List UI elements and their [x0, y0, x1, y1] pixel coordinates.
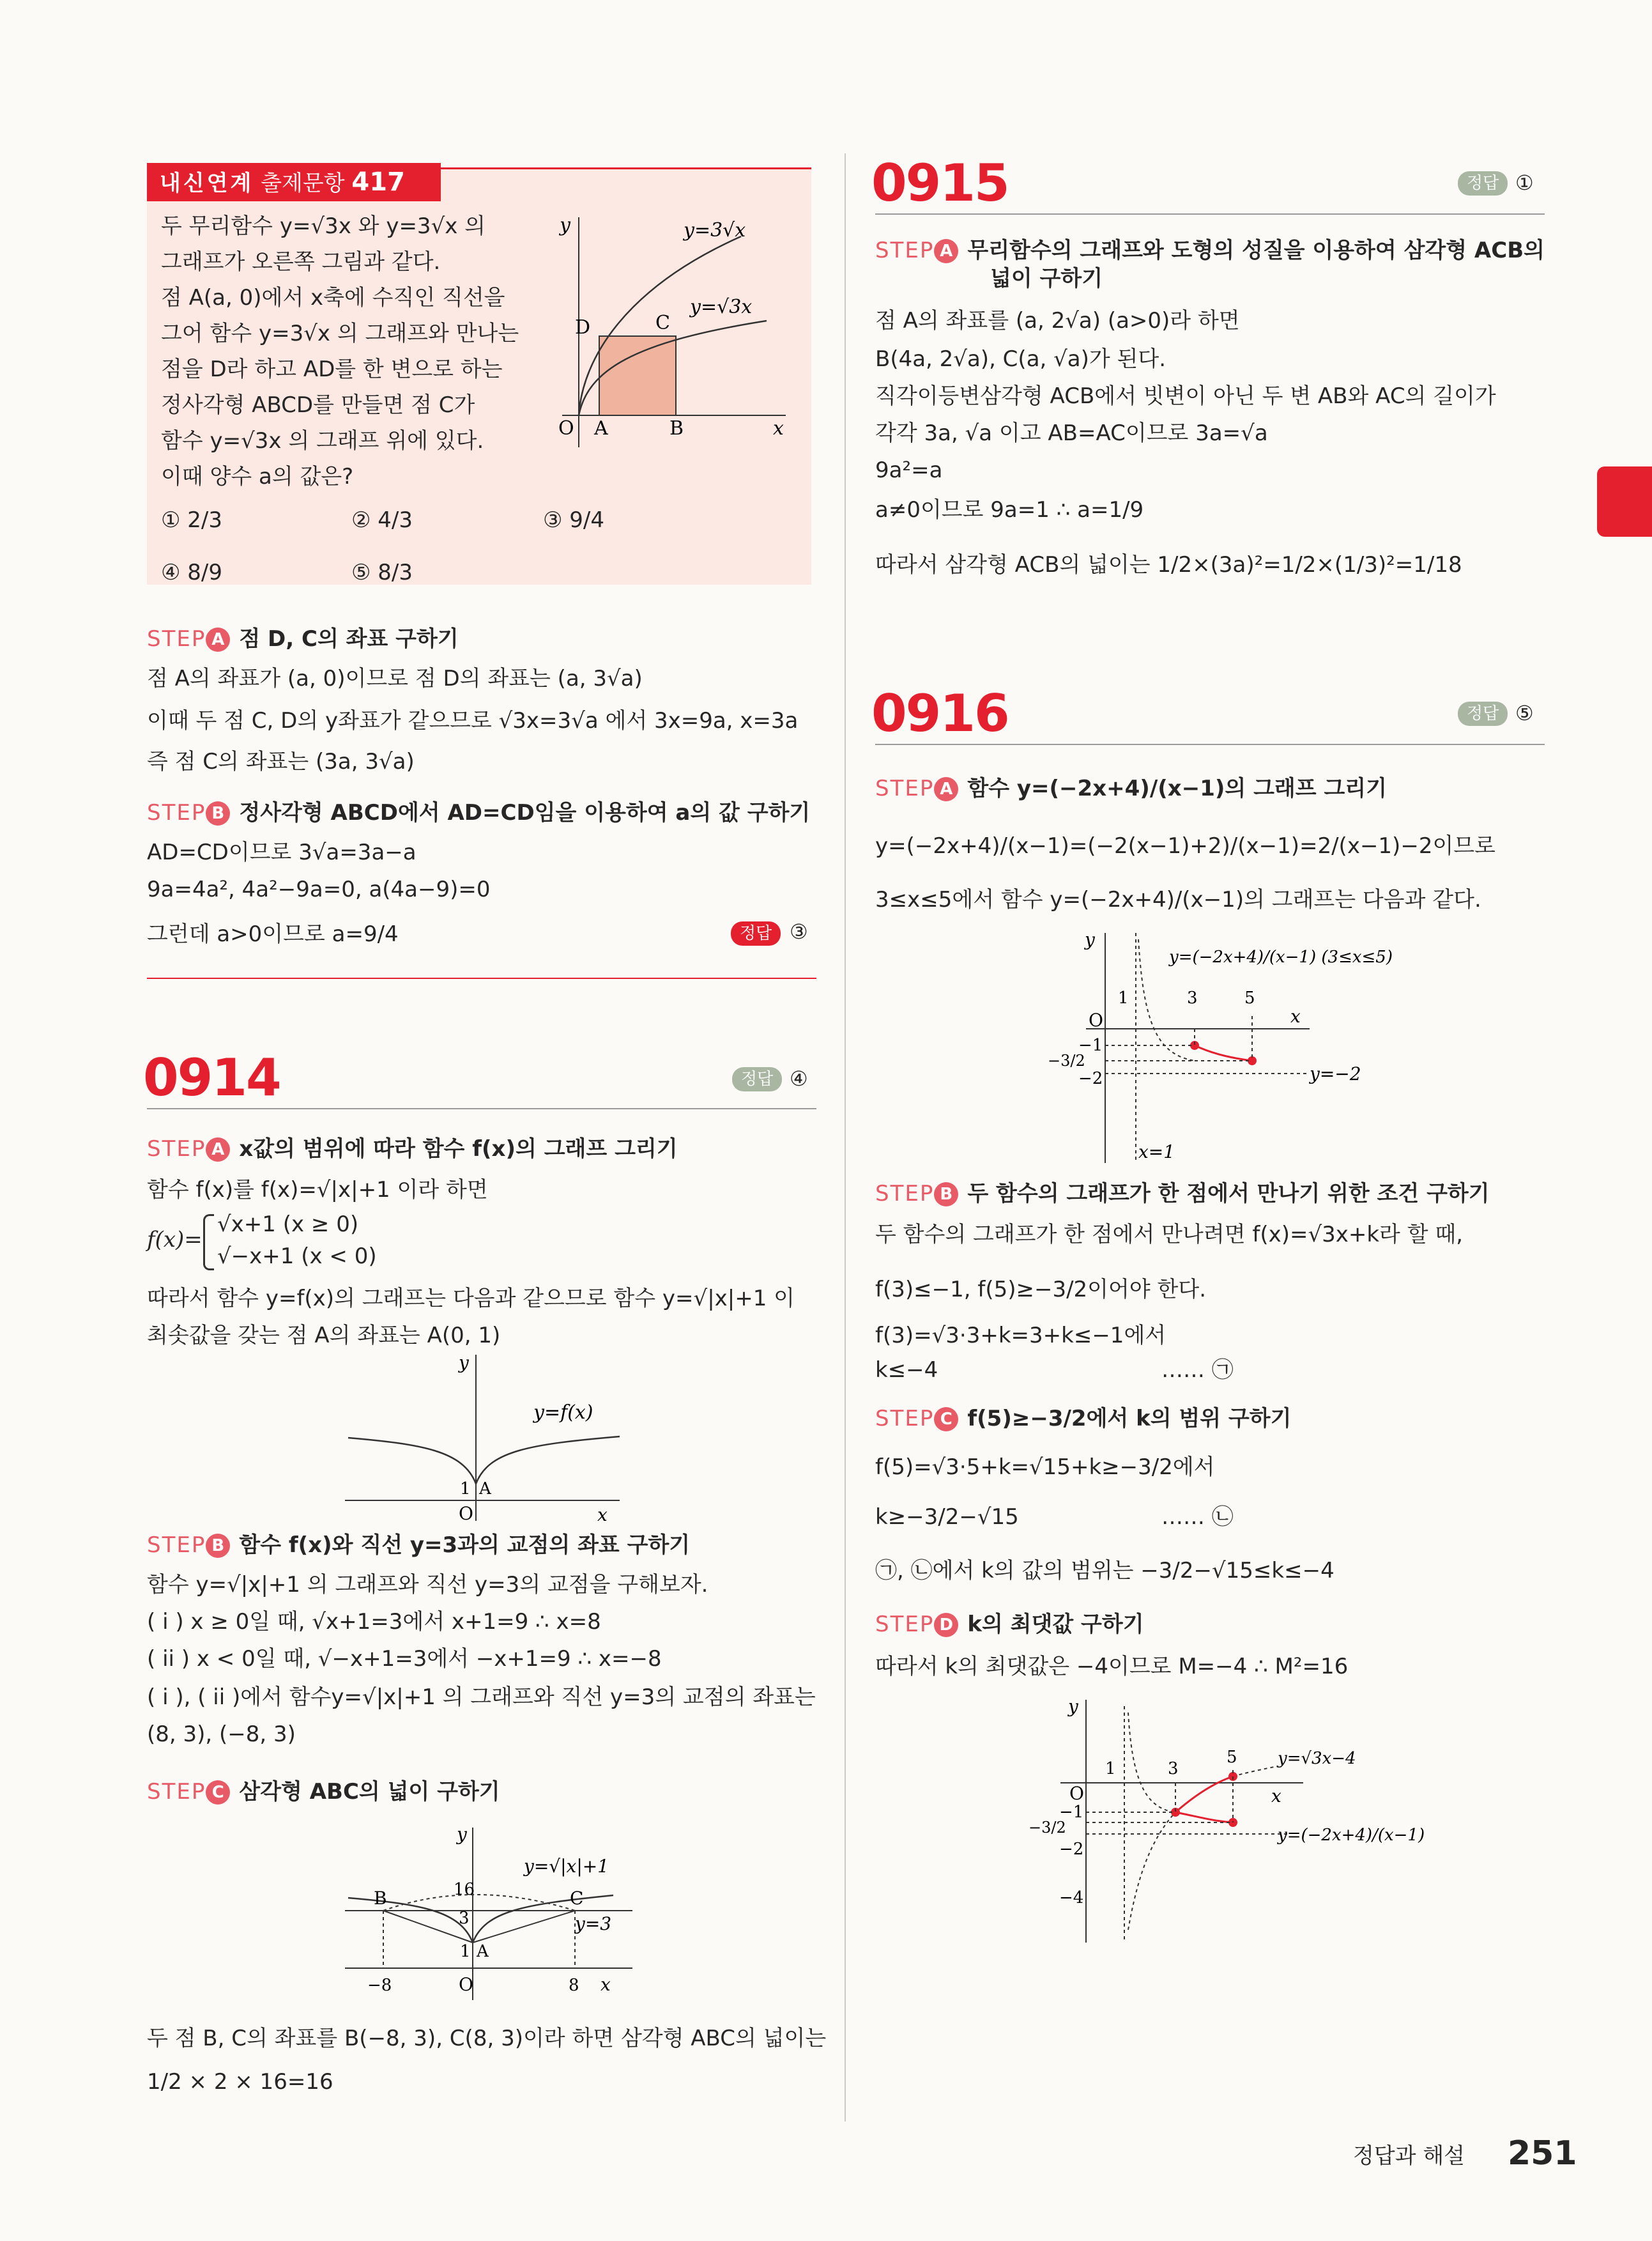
solution-line: f(3)=√3·3+k=3+k≤−1에서	[875, 1323, 1166, 1348]
choice-5: ⑤ 8/3	[351, 560, 413, 585]
step-title: k의 최댓값 구하기	[967, 1612, 1144, 1637]
solution-line: 함수 y=√|x|+1 의 그래프와 직선 y=3의 교점을 구해보자.	[147, 1572, 708, 1598]
svg-text:−2: −2	[1078, 1069, 1103, 1088]
step-title: 삼각형 ABC의 넓이 구하기	[239, 1779, 500, 1805]
solution-line: 이때 두 점 C, D의 y좌표가 같으므로 √3x=3√a 에서 3x=9a, x=3a	[147, 708, 799, 734]
choice-3: ③ 9/4	[543, 507, 605, 533]
solution-line: 점 A의 좌표가 (a, 0)이므로 점 D의 좌표는 (a, 3√a)	[147, 666, 643, 691]
solution-line: 점 A의 좌표를 (a, 2√a) (a>0)라 하면	[875, 308, 1240, 334]
svg-text:3: 3	[1168, 1759, 1179, 1778]
svg-text:O: O	[1069, 1783, 1084, 1804]
piecewise-case: √−x+1 (x < 0)	[217, 1244, 377, 1269]
problem-number-0914: 0914	[143, 1048, 280, 1107]
answer-number: ⑤	[1515, 701, 1534, 725]
step-title: 함수 y=(−2x+4)/(x−1)의 그래프 그리기	[967, 776, 1387, 801]
svg-text:1: 1	[460, 1942, 471, 1961]
svg-text:x: x	[597, 1504, 608, 1525]
graph-origin: O	[558, 417, 574, 440]
solution-line: 9a²=a	[875, 458, 943, 483]
svg-text:3: 3	[1187, 989, 1198, 1008]
graph-fx	[345, 1348, 626, 1527]
piecewise-label: f(x)=	[147, 1227, 203, 1252]
piecewise-case: √x+1 (x ≥ 0)	[217, 1212, 359, 1237]
solution-line: 따라서 함수 y=f(x)의 그래프는 다음과 같으므로 함수 y=√|x|+1 이	[147, 1286, 795, 1311]
svg-text:y=√3x−4: y=√3x−4	[1278, 1749, 1356, 1768]
graph-curve2-label: y=√3x	[690, 296, 753, 318]
solution-line: 두 함수의 그래프가 한 점에서 만나려면 f(x)=√3x+k라 할 때,	[875, 1222, 1464, 1247]
svg-text:x: x	[600, 1974, 611, 1995]
svg-text:y=f(x): y=f(x)	[533, 1401, 593, 1424]
step-title: x값의 범위에 따라 함수 f(x)의 그래프 그리기	[239, 1136, 678, 1162]
footer-label: 정답과 해설	[1353, 2143, 1465, 2169]
svg-text:y: y	[1085, 929, 1095, 950]
solution-line: 1/2 × 2 × 16=16	[147, 2069, 333, 2095]
svg-text:y=√|x|+1: y=√|x|+1	[524, 1856, 609, 1877]
answer-number: ①	[1515, 171, 1534, 195]
equation-mark: …… ㉡	[1161, 1504, 1234, 1530]
problem-line: 그어 함수 y=3√x 의 그래프와 만나는	[161, 321, 519, 346]
problem-line: 두 무리함수 y=√3x 와 y=3√x 의	[161, 213, 486, 239]
graph-x-label: x	[773, 417, 784, 440]
graph-point-c: C	[655, 312, 670, 334]
solution-line: 최솟값을 갖는 점 A의 좌표는 A(0, 1)	[147, 1323, 501, 1348]
step-title: 정사각형 ABCD에서 AD=CD임을 이용하여 a의 값 구하기	[239, 800, 811, 826]
solution-line: 각각 3a, √a 이고 AB=AC이므로 3a=√a	[875, 420, 1268, 446]
svg-text:O: O	[1089, 1010, 1103, 1031]
graph-triangle	[345, 1815, 639, 2006]
tag-prefix: 내신연계	[160, 171, 254, 196]
step-title: f(5)≥−3/2에서 k의 범위 구하기	[967, 1406, 1292, 1431]
step-title: 점 D, C의 좌표 구하기	[239, 626, 459, 652]
svg-text:x: x	[1271, 1785, 1281, 1806]
svg-text:y=(−2x+4)/(x−1) (3≤x≤5): y=(−2x+4)/(x−1) (3≤x≤5)	[1169, 948, 1393, 967]
graph-point-d: D	[575, 316, 591, 339]
solution-line: a≠0이므로 9a=1 ∴ a=1/9	[875, 497, 1144, 523]
solution-line: y=(−2x+4)/(x−1)=(−2(x−1)+2)/(x−1)=2/(x−1)−2이므로	[875, 833, 1495, 859]
svg-text:A: A	[477, 1942, 489, 1961]
problem-line: 점 A(a, 0)에서 x축에 수직인 직선을	[161, 285, 505, 311]
solution-line: 즉 점 C의 좌표는 (3a, 3√a)	[147, 749, 415, 774]
step-title: 두 함수의 그래프가 한 점에서 만나기 위한 조건 구하기	[967, 1181, 1490, 1206]
graph-intersection	[1022, 1687, 1425, 1955]
step-a-heading: STEP A 무리함수의 그래프와 도형의 성질을 이용하여 삼각형 ACB의	[875, 238, 1545, 263]
answer-number: ④	[790, 1067, 808, 1091]
choice-1: ① 2/3	[161, 507, 223, 533]
page-number: 251	[1508, 2134, 1577, 2173]
solution-line: B(4a, 2√a), C(a, √a)가 된다.	[875, 346, 1166, 372]
svg-text:5: 5	[1227, 1748, 1237, 1767]
svg-text:1: 1	[1105, 1759, 1116, 1778]
step-d-heading: STEP D k의 최댓값 구하기	[875, 1612, 1144, 1637]
svg-text:y: y	[457, 1824, 467, 1845]
svg-text:−3/2: −3/2	[1048, 1052, 1085, 1070]
problem-line: 그래프가 오른쪽 그림과 같다.	[161, 249, 441, 275]
solution-line: k≤−4	[875, 1357, 938, 1383]
svg-text:1: 1	[1118, 989, 1129, 1008]
svg-text:−4: −4	[1059, 1888, 1084, 1907]
answer-badge: 정답	[731, 921, 781, 946]
solution-line: ( i ), ( ii )에서 함수y=√|x|+1 의 그래프와 직선 y=3의 교점의 좌표는	[147, 1684, 816, 1710]
solution-line: 9a=4a², 4a²−9a=0, a(4a−9)=0	[147, 877, 491, 902]
equation-mark: …… ㉠	[1161, 1357, 1234, 1383]
solution-line: f(3)≤−1, f(5)≥−3/2이어야 한다.	[875, 1277, 1207, 1302]
svg-text:O: O	[459, 1503, 473, 1524]
svg-text:y: y	[459, 1352, 469, 1373]
section-divider	[147, 978, 816, 979]
graph-y-label: y	[560, 214, 570, 236]
solution-line: 그런데 a>0이므로 a=9/4	[147, 921, 399, 947]
tag-text: 출제문항	[261, 171, 345, 196]
svg-text:O: O	[459, 1974, 473, 1995]
solution-line: 따라서 k의 최댓값은 −4이므로 M=−4 ∴ M²=16	[875, 1654, 1349, 1679]
solution-line: f(5)=√3·5+k=√15+k≥−3/2에서	[875, 1454, 1215, 1480]
solution-line: AD=CD이므로 3√a=3a−a	[147, 840, 417, 865]
svg-text:−1: −1	[1059, 1803, 1084, 1822]
graph-rational	[1041, 927, 1399, 1169]
problem-number-0915: 0915	[871, 153, 1009, 213]
tag-number: 417	[351, 167, 405, 197]
svg-text:y=3: y=3	[575, 1913, 612, 1934]
solution-line: ( ii ) x < 0일 때, √−x+1=3에서 −x+1=9 ∴ x=−8	[147, 1646, 662, 1672]
solution-line: k≥−3/2−√15	[875, 1504, 1019, 1530]
choice-2: ② 4/3	[351, 507, 413, 533]
solution-line: 3≤x≤5에서 함수 y=(−2x+4)/(x−1)의 그래프는 다음과 같다.	[875, 887, 1481, 913]
problem-line: 정사각형 ABCD를 만들면 점 C가	[161, 392, 475, 418]
problem-line: 함수 y=√3x 의 그래프 위에 있다.	[161, 428, 484, 454]
solution-line: 직각이등변삼각형 ACB에서 빗변이 아닌 두 변 AB와 AC의 길이가	[875, 383, 1496, 409]
svg-text:1: 1	[460, 1479, 471, 1498]
svg-text:5: 5	[1244, 989, 1255, 1008]
solution-line: ㉠, ㉡에서 k의 값의 범위는 −3/2−√15≤k≤−4	[875, 1558, 1335, 1583]
graph-point-a: A	[594, 417, 608, 440]
svg-text:−1: −1	[1078, 1036, 1103, 1055]
chapter-tab	[1597, 466, 1652, 537]
problem-number-0916: 0916	[871, 684, 1009, 743]
step-a-heading-cont: 넓이 구하기	[990, 266, 1103, 291]
problem-line: 점을 D라 하고 AD를 한 변으로 하는	[161, 357, 503, 382]
source-tag	[147, 163, 441, 201]
piecewise-brace	[203, 1214, 214, 1270]
graph-curve1-label: y=3√x	[684, 219, 746, 242]
svg-text:A: A	[479, 1479, 491, 1498]
svg-text:−3/2: −3/2	[1029, 1819, 1066, 1837]
step-b-heading: STEP B 정사각형 ABCD에서 AD=CD임을 이용하여 a의 값 구하기	[147, 800, 811, 826]
answer-badge: 정답	[732, 1067, 782, 1091]
step-b-heading: STEP B 두 함수의 그래프가 한 점에서 만나기 위한 조건 구하기	[875, 1181, 1490, 1206]
step-a-heading: STEP A 함수 y=(−2x+4)/(x−1)의 그래프 그리기	[875, 776, 1387, 801]
choice-4: ④ 8/9	[161, 560, 223, 585]
step-c-heading: STEP C f(5)≥−3/2에서 k의 범위 구하기	[875, 1406, 1292, 1431]
step-c-heading: STEP C 삼각형 ABC의 넓이 구하기	[147, 1779, 500, 1805]
svg-text:−2: −2	[1059, 1840, 1084, 1859]
problem-graph	[549, 211, 792, 454]
solution-line: 따라서 삼각형 ACB의 넓이는 1/2×(3a)²=1/2×(1/3)²=1/18	[875, 552, 1462, 578]
answer-badge: 정답	[1458, 171, 1508, 196]
problem-line: 이때 양수 a의 값은?	[161, 464, 354, 489]
step-b-heading: STEP B 함수 f(x)와 직선 y=3과의 교점의 좌표 구하기	[147, 1532, 691, 1558]
step-title: 무리함수의 그래프와 도형의 성질을 이용하여 삼각형 ACB의	[967, 238, 1545, 263]
svg-text:x=1: x=1	[1138, 1141, 1175, 1162]
step-a-heading: STEP A x값의 범위에 따라 함수 f(x)의 그래프 그리기	[147, 1136, 678, 1162]
answer-number: ③	[790, 920, 808, 944]
answer-badge: 정답	[1458, 702, 1508, 726]
solution-line: ( i ) x ≥ 0일 때, √x+1=3에서 x+1=9 ∴ x=8	[147, 1609, 601, 1635]
svg-text:16: 16	[454, 1880, 475, 1899]
svg-text:C: C	[570, 1888, 584, 1909]
svg-text:8: 8	[569, 1976, 579, 1995]
step-title: 함수 f(x)와 직선 y=3과의 교점의 좌표 구하기	[239, 1532, 691, 1558]
graph-point-b: B	[669, 417, 684, 440]
problem-rule	[875, 213, 1545, 215]
problem-rule	[147, 1108, 816, 1109]
column-divider	[845, 153, 846, 2122]
svg-text:3: 3	[459, 1909, 470, 1928]
svg-text:−8: −8	[367, 1976, 392, 1995]
step-a-heading: STEP A 점 D, C의 좌표 구하기	[147, 626, 459, 652]
problem-rule	[875, 744, 1545, 745]
solution-line: 함수 f(x)를 f(x)=√|x|+1 이라 하면	[147, 1177, 488, 1203]
svg-text:y: y	[1068, 1696, 1078, 1717]
svg-text:y=−2: y=−2	[1310, 1063, 1361, 1084]
svg-text:B: B	[374, 1888, 387, 1909]
solution-line: 두 점 B, C의 좌표를 B(−8, 3), C(8, 3)이라 하면 삼각형 ABC의 넓이는	[147, 2026, 827, 2051]
svg-text:x: x	[1290, 1006, 1301, 1027]
svg-text:y=(−2x+4)/(x−1): y=(−2x+4)/(x−1)	[1278, 1826, 1425, 1845]
solution-line: (8, 3), (−8, 3)	[147, 1721, 296, 1747]
